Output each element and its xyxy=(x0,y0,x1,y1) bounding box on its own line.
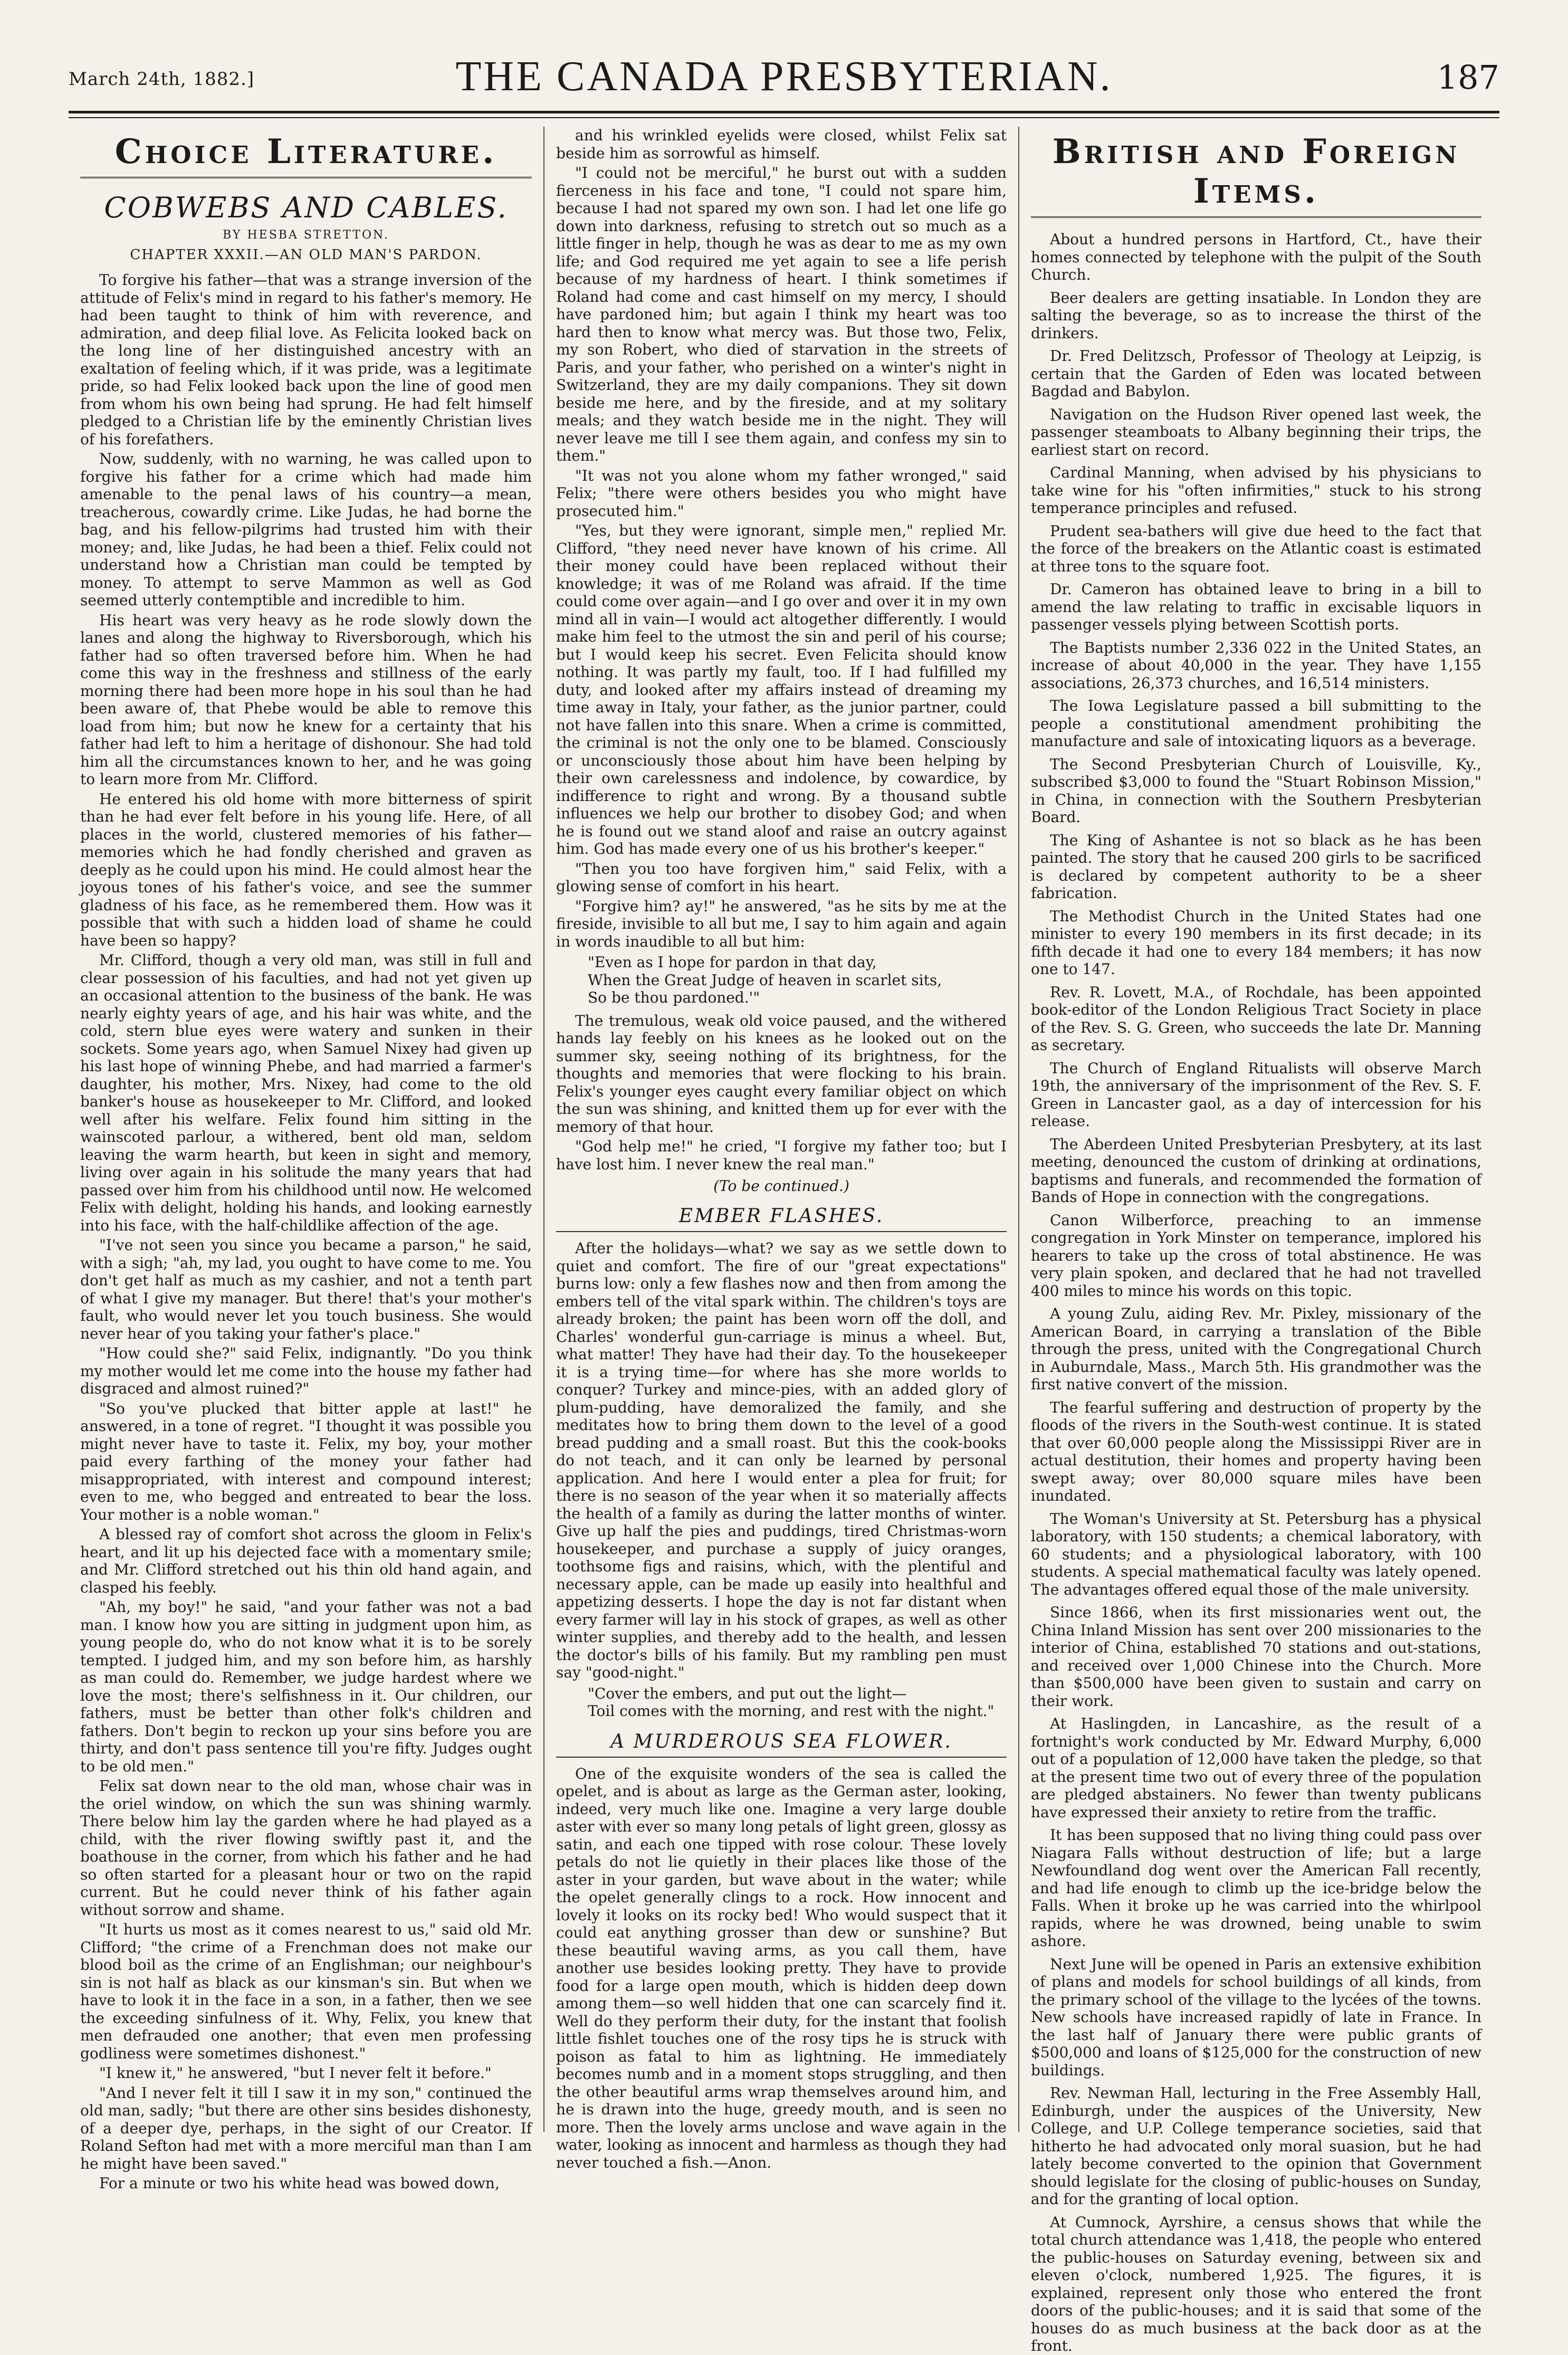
paragraph: His heart was very heavy as he rode slowly down the lanes and along the highway to Riversborough, which his father had so often traversed before him. When he had come this way in the freshness and stillness of the early morning there had been more hope in his soul than he had been aware of, that Phebe would be able to remove this load from him; but now he knew for a certainty that his father had left to him a heritage of dishonour. She had told him all the circumstances known to her, and he was going to learn more from Mr. Clifford. xyxy=(80,611,532,788)
masthead xyxy=(69,47,1499,111)
paragraph: To forgive his father—that was a strange inversion of the attitude of Felix's mind in regard to his father's memory. He had been taught to think of him with reverence, and admiration, and deep filial love. As Felicita looked back on the long line of her distinguished ancestry with an exaltation of feeling which, if it was pride, was a legitimate pride, so had Felix looked back upon the line of good men from whom his own being had sprung. He had felt himself pledged to a Christian life by the eminently Christian lives of his forefathers. xyxy=(80,271,532,448)
newspaper-title: THE CANADA PRESBYTERIAN. xyxy=(455,53,1113,100)
paragraph: "Ah, my boy!" he said, "and your father was not a bad man. I know how you are sitting in judgment upon him, as young people do, who do not know what it is to be sorely tempted. I judged him, and my son before him, as harshly as man could do. Remember, we judge hardest where we love the most; there's selfishness in it. Our children, our fathers, must be better than other folk's children and fathers. Don't begin to reckon up your sins before you are thirty, and don't pass sentence till you're fifty. Judges ought to be old men." xyxy=(80,1598,532,1775)
verse-quote xyxy=(556,954,1007,1007)
news-item: The King of Ashantee is not so black as he has been painted. The story that he caused 200 girls to be sacrificed is declared by competent authority to be a sheer fabrication. xyxy=(1031,831,1481,902)
masthead-rule xyxy=(69,111,1499,113)
story-ending xyxy=(556,1012,1007,1174)
verse-line: So be thou pardoned.'" xyxy=(588,989,760,1006)
paragraph: "Yes, but they were ignorant, simple men," replied Mr. Clifford, "they need never have known of his crime. All their money could have been replaced without their knowledge; it was of me Roland was afraid. If the time could come over again—and I go over and over it in my own mind all in vain—I would act altogether differently. I would make him feel to the utmost the sin and peril of his course; but I would keep his secret. Even Felicita should know nothing. It was partly my fault, too. If I had fulfilled my duty, and looked after my affairs instead of dreaming my time away in Italy, your father, as the junior partner, could not have fallen into this snare. When a crime is committed, the criminal is not the only one to be blamed. Consciously or unconsciously those about him have been helping by their own carelessness and indolence, by cowardice, by indifference to right and wrong. By a thousand subtle influences we help our brother to disobey God; and when he is found out we stand aloof and raise an outcry against him. God has made every one of us his brother's keeper." xyxy=(556,522,1007,857)
verse-line: When the Great Judge of heaven in scarlet sits, xyxy=(588,971,942,989)
news-item: The Woman's University at St. Petersburg has a physical laboratory, with 150 students; a chemical laboratory, with 60 students; and a physiological laboratory, with 100 students. A special mathematical faculty was lately opened. The advantages offered equal those of the male university. xyxy=(1031,1510,1481,1598)
sea-flower-title: A MURDEROUS SEA FLOWER. xyxy=(556,1731,1007,1758)
paragraph: A blessed ray of comfort shot across the gloom in Felix's heart, and lit up his dejected face with a momentary smile; and Mr. Clifford stretched out his thin old hand again, and clasped his feebly. xyxy=(80,1525,532,1596)
column-british-foreign-items xyxy=(1018,127,1493,2354)
column-middle xyxy=(543,127,1018,2171)
paragraph: Mr. Clifford, though a very old man, was still in full and clear possession of his faculties, and had not yet given up an occasional attention to the business of the bank. He was nearly eighty years of age, and his hair was white, and the cold, stern blue eyes were watery and sunken in their sockets. Some years ago, when Samuel Nixey had given up his last hope of winning Phebe, and had married a farmer's daughter, his mother, Mrs. Nixey, had come to the old banker's house as housekeeper to Mr. Clifford, and looked well after his welfare. Felix found him sitting in the wainscoted parlour, a withered, bent old man, seldom leaving the warm hearth, but keen in sight and memory, living over again in his solitude the many years that had passed over him from his childhood until now. He welcomed Felix with delight, holding his hands, and looking earnestly into his face, with the half-childlike affection of the age. xyxy=(80,951,532,1234)
column-choice-literature xyxy=(69,127,543,2192)
news-item: Dr. Fred Delitzsch, Professor of Theology at Leipzig, is certain that the Garden of Eden was located between Bagdad and Babylon. xyxy=(1031,347,1481,400)
news-item: Dr. Cameron has obtained leave to bring in a bill to amend the law relating to traffic in excisable liquors in passenger vessels plying between Scottish ports. xyxy=(1031,580,1481,633)
ember-verse xyxy=(556,1685,1007,1720)
news-item: At Cumnock, Ayrshire, a census shows that while the total church attendance was 1,418, the people who entered the public-houses on Saturday evening, between six and eleven o'clock, numbered 1,925. The figures, it is explained, represent only those who entered the front doors of the public-houses; and it is said that some of the houses do as much business at the back door as at the front. xyxy=(1031,2213,1481,2354)
section-heading: Choice Literature. xyxy=(80,132,532,178)
paragraph: Felix sat down near to the old man, whose chair was in the oriel window, on which the sun was shining warmly. There below him lay the garden where he had played as a child, with the river flowing swiftly past it, and the boathouse in the corner, from which his father and he had so often started for a pleasant hour or two on the rapid current. But he could never think of his father again without sorrow and shame. xyxy=(80,1777,532,1919)
news-item: The Iowa Legislature passed a bill submitting to the people a constitutional amendment prohibiting the manufacture and sale of intoxicating liquors as a beverage. xyxy=(1031,697,1481,750)
newspaper-page xyxy=(69,47,1499,2354)
news-item: At Haslingden, in Lancashire, as the result of a fortnight's work conducted by Mr. Edward Murphy, 6,000 out of a population of 12,000 have taken the pledge, so that at the present time two out of every three of the population are pledged abstainers. No fewer than twenty publicans have expressed their anxiety to retire from the traffic. xyxy=(1031,1715,1481,1821)
news-item: Canon Wilberforce, preaching to an immense congregation in York Minster on temperance, implored his hearers to take up the cross of total abstinence. He was very plain spoken, and declared that he had not travelled 400 miles to mince his words on this topic. xyxy=(1031,1211,1481,1300)
paragraph: "I could not be merciful," he burst out with a sudden fierceness in his face and tone, "I could not spare him, because I had not spared my own son. I had let one life go down into darkness, refusing to stretch out so much as a little finger in help, though he was as dear to me as my own life; and God required me yet again to see a life perish because of my hardness of heart. I think sometimes if Roland had come and cast himself on my mercy, I should have pardoned him; but again I think my heart was too hard then to know what mercy was. But those two, Felix, my son Robert, who died of starvation in the streets of Paris, and your father, who perished on a winter's night in Switzerland, they are my daily companions. They sit down beside me here, and by the fireside, and at my solitary meals; and they watch beside me in the night. They will never leave me till I see them again, and confess my sin to them." xyxy=(556,164,1007,464)
paragraph: "I've not seen you since you became a parson," he said, with a sigh; "ah, my lad, you ought to have come to me. You don't get half as much as my cashier, and not a tenth part of what I give my manager. But there! that's your mother's fault, who would never let you touch business. She would never hear of you taking your father's place." xyxy=(80,1236,532,1342)
news-item: Rev. Newman Hall, lecturing in the Free Assembly Hall, Edinburgh, under the auspices of the University, New College, and U.P. College temperance societies, said that hitherto he had advocated only moral suasion, but he had lately become converted to the opinion that Government should legislate for the closing of public-houses on Sunday, and for the granting of local option. xyxy=(1031,2084,1481,2208)
paragraph: "God help me!" he cried, "I forgive my father too; but I have lost him. I never knew the real man." xyxy=(556,1138,1007,1173)
masthead-rule-thin xyxy=(69,117,1499,118)
paragraph: For a minute or two his white head was bowed down, xyxy=(99,2175,500,2192)
news-item: The Church of England Ritualists will observe March 19th, the anniversary of the imprisonment of the Rev. S. F. Green in Lancaster gaol, as a day of intercession for his release. xyxy=(1031,1059,1481,1130)
ember-flashes-title: EMBER FLASHES. xyxy=(556,1205,1007,1232)
issue-date: March 24th, 1882.] xyxy=(69,69,255,90)
paragraph: He entered his old home with more bitterness of spirit than he had ever felt before in his young life. Here, of all places in the world, clustered memories of his father—memories which he had fondly cherished and graven as deeply as he could upon his mind. He could almost hear the joyous tones of his father's voice, and see the summer gladness of his face, as he remembered them. How was it possible that with such a hidden load of shame he could have been so happy? xyxy=(80,790,532,949)
news-item: It has been supposed that no living thing could pass over Niagara Falls without destruction of life; but a large Newfoundland dog went over the American Fall recently, and had life enough to climb up the ice-bridge below the Falls. When it broke up he was carried into the whirlpool rapids, where he was drowned, being unable to swim ashore. xyxy=(1031,1826,1481,1950)
news-item: Beer dealers are getting insatiable. In London they are salting the beverage, so as to increase the thirst of the drinkers. xyxy=(1031,289,1481,342)
paragraph: "So you've plucked that bitter apple at last!" he answered, in a tone of regret. "I thought it was possible you might never have to taste it. Felix, my boy, your mother paid every farthing of the money your father had misappropriated, with interest and compound interest; even to me, who begged and entreated to bear the loss. Your mother is a noble woman." xyxy=(80,1399,532,1523)
verse-line: Toil comes with the morning, and rest with the night." xyxy=(588,1702,995,1720)
news-item: The Aberdeen United Presbyterian Presbytery, at its last meeting, denounced the custom of drinking at ordinations, baptisms and funerals, and recommended the formation of Bands of Hope in connection with the congregations. xyxy=(1031,1135,1481,1206)
byline: BY HESBA STRETTON. xyxy=(223,228,389,242)
sea-flower-body xyxy=(556,1765,1007,2172)
news-item: The Second Presbyterian Church of Louisville, Ky., subscribed $3,000 to found the "Stuart Robinson Mission," in China, in connection with the Southern Presbyterian Board. xyxy=(1031,755,1481,826)
news-item: The fearful suffering and destruction of property by the floods of the rivers in the South-west continue. It is stated that over 60,000 people along the Mississippi River are in actual destitution, their homes and property having been swept away; over 80,000 square miles have been inundated. xyxy=(1031,1398,1481,1504)
story-continuation xyxy=(556,127,1007,950)
story-body xyxy=(80,271,532,2192)
news-item: Next June will be opened in Paris an extensive exhibition of plans and models for school buildings of all kinds, from the primary school of the village to the lycées of the towns. New schools have increased rapidly of late in France. In the last half of January there were public grants of $500,000 and loans of $125,000 for the construction of new buildings. xyxy=(1031,1955,1481,2079)
news-item: Rev. R. Lovett, M.A., of Rochdale, has been appointed book-editor of the London Religious Tract Society in place of the Rev. S. G. Green, who succeeds the late Dr. Manning as secretary. xyxy=(1031,983,1481,1054)
columns xyxy=(69,127,1499,2354)
chapter-heading: CHAPTER XXXII.—AN OLD MAN'S PARDON. xyxy=(130,247,482,263)
paragraph: "It hurts us most as it comes nearest to us," said old Mr. Clifford; "the crime of a Frenchman does not make our blood boil as the crime of an Englishman; our neighbour's sin is not half as black as our kinsman's sin. But when we have to look it in the face in a son, in a father, then we see the exceeding sinfulness of it. Why, Felix, you knew that men defrauded one another; that even men professing godliness were sometimes dishonest." xyxy=(80,1921,532,2062)
news-items xyxy=(1031,231,1481,2355)
news-item: Since 1866, when its first missionaries went out, the China Inland Mission has sent over 200 missionaries to the interior of China, established 70 stations and out-stations, and received over 1,000 Chinese into the Church. More than $500,000 have been given to sustain and carry on their work. xyxy=(1031,1604,1481,1710)
story-title: COBWEBS AND CABLES. xyxy=(104,191,508,224)
paragraph: After the holidays—what? we say as we settle down to quiet and comfort. The fire of our "great expectations" burns low: only a few flashes now and then from among the embers tell of the vital spark within. The children's toys are already broken; the paint has been worn off the doll, and Charles' wonderful gun-carriage is minus a wheel. But, what matter! They have had their day. To the housekeeper it is a trying time—for where has she more worlds to conquer? Turkey and mince-pies, with an added glory of plum-pudding, have demoralized the family, and she meditates how to bring them down to the level of a good bread pudding and a small roast. But this the cook-books do not teach, and it can only be learned by personal application. And here I would enter a plea for fruit; for there is no season of the year when it so materially affects the health of a family as during the latter months of winter. Give up half the pies and puddings, tired Christmas-worn housekeeper, and purchase a supply of juicy oranges, toothsome figs and raisins, which, with the plentiful and necessary apple, can be made up easily into healthful and appetizing desserts. I hope the day is not far distant when every farmer will lay in his stock of grapes, as well as other winter supplies, and thereby add to the health, and lessen the doctor's bills of his family. But my rambling pen must say "good-night." xyxy=(556,1240,1007,1681)
verse-line: "Even as I hope for pardon in that day, xyxy=(588,954,877,971)
to-be-continued: (To be continued.) xyxy=(713,1177,849,1195)
page-number: 187 xyxy=(1437,58,1499,97)
news-item: Navigation on the Hudson River opened last week, the passenger steamboats to Albany beginning their trips, the earliest start on record. xyxy=(1031,405,1481,459)
verse-line: "Cover the embers, and put out the light— xyxy=(588,1684,907,1702)
paragraph: "It was not you alone whom my father wronged," said Felix; "there were others besides you who might have prosecuted him." xyxy=(556,466,1007,520)
paragraph: The tremulous, weak old voice paused, and the withered hands lay feebly on his knees as he looked out on the summer sky, seeing nothing of its brightness, for the thoughts and memories that were flocking to his brain. Felix's younger eyes caught every familiar object on which the sun was shining, and knitted them up for ever with the memory of that hour. xyxy=(556,1012,1007,1136)
paragraph: One of the exquisite wonders of the sea is called the opelet, and is about as large as the German aster, looking, indeed, very much like one. Imagine a very large double aster with ever so many long petals of light green, glossy as satin, and each one tipped with rose colour. These lovely petals do not lie quietly in their places like those of the aster in your garden, but wave about in the water; while the opelet generally clings to a rock. How innocent and lovely it looks on its rocky bed! Who would suspect that it could eat anything grosser than dew or sunshine? But these beautiful waving arms, as you call them, have another use besides looking pretty. They have to provide food for a large open mouth, which is hidden deep down among them—so well hidden that one can scarcely find it. Well do they perform their duty, for the instant that foolish little fishlet touches one of the rosy tips he is struck with poison as fatal to him as lightning. He immediately becomes numb and in a moment stops struggling, and then the other beautiful arms wrap themselves around him, and he is drawn into the huge, greedy mouth, and is seen no more. Then the lovely arms unclose and wave again in the water, looking as innocent and harmless as though they had never touched a fish.—Anon. xyxy=(556,1765,1007,2171)
paragraph: and his wrinkled eyelids were closed, whilst Felix sat beside him as sorrowful as himself. xyxy=(556,127,1007,162)
paragraph: Now, suddenly, with no warning, he was called upon to forgive his father for a crime which had made him amenable to the penal laws of his country—a mean, treacherous, cowardly crime. Like Judas, he had borne the bag, and his fellow-pilgrims had trusted him with their money; and, like Judas, he had been a thief. Felix could not understand how a Christian man could be tempted by money. To attempt to serve Mammon as well as God seemed utterly contemptible and incredible to him. xyxy=(80,450,532,609)
ember-flashes-body xyxy=(556,1240,1007,1682)
news-item: A young Zulu, aiding Rev. Mr. Pixley, missionary of the American Board, in carrying a translation of the Bible through the press, united with the Congregational Church in Auburndale, Mass., March 5th. His grandmother was the first native convert of the mission. xyxy=(1031,1305,1481,1393)
paragraph: "How could she?" said Felix, indignantly. "Do you think my mother would let me come into the house my father had disgraced and almost ruined?" xyxy=(80,1345,532,1397)
paragraph: "And I never felt it till I saw it in my son," continued the old man, sadly; "but there are other sins besides dishonesty, of a deeper dye, perhaps, in the sight of our Creator. If Roland Sefton had met with a more merciful man than I am he might have been saved." xyxy=(80,2084,532,2172)
section-heading: British and Foreign Items. xyxy=(1031,132,1481,218)
news-item: The Methodist Church in the United States had one minister to every 190 members in its first decade; in its fifth decade it had one to every 184 members; it has now one to 147. xyxy=(1031,907,1481,978)
news-item: The Baptists number 2,336 022 in the United States, an increase of about 40,000 in the year. They have 1,155 associations, 26,373 churches, and 16,514 ministers. xyxy=(1031,638,1481,692)
paragraph: "Forgive him? ay!" he answered, "as he sits by me at the fireside, invisible to all but me, I say to him again and again in words inaudible to all but him: xyxy=(556,897,1007,950)
news-item: Cardinal Manning, when advised by his physicians to take wine for his "often infirmities," stuck to his strong temperance principles and refused. xyxy=(1031,464,1481,517)
paragraph: "I knew it," he answered, "but I never felt it before." xyxy=(99,2064,492,2082)
paragraph: "Then you too have forgiven him," said Felix, with a glowing sense of comfort in his heart. xyxy=(556,860,1007,895)
news-item: Prudent sea-bathers will give due heed to the fact that the force of the breakers on the Atlantic coast is estimated at three tons to the square foot. xyxy=(1031,522,1481,575)
news-item: About a hundred persons in Hartford, Ct., have their homes connected by telephone with the pulpit of the South Church. xyxy=(1031,231,1481,283)
